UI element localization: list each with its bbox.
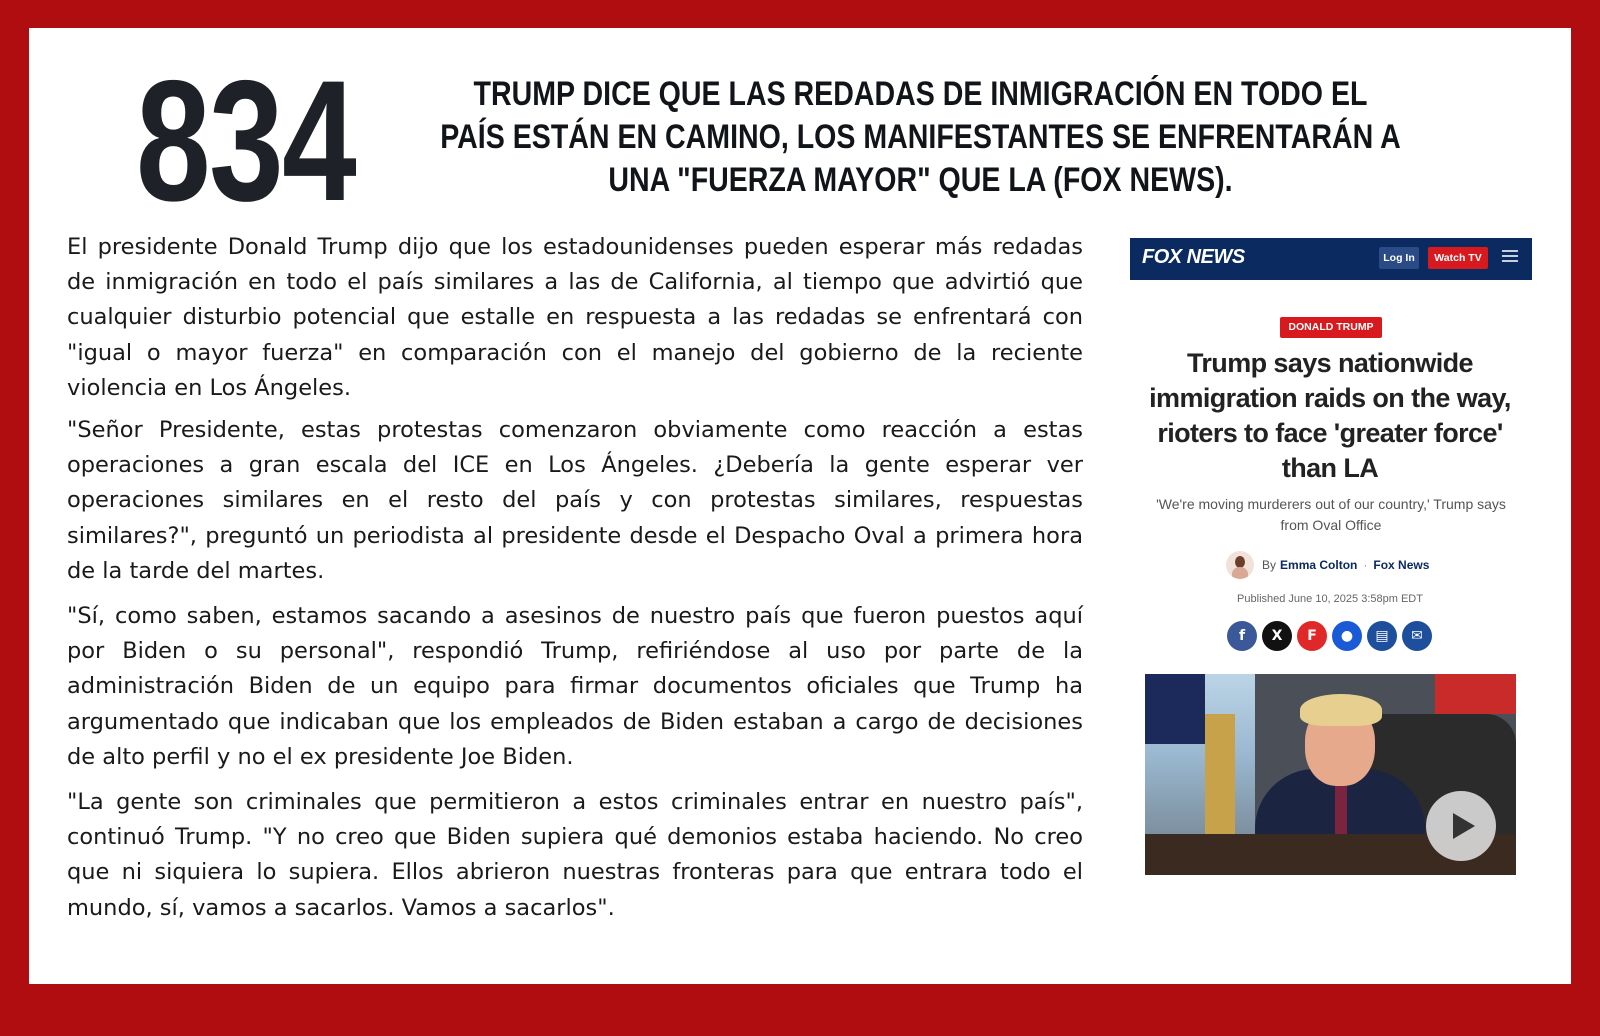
x-icon[interactable]: X — [1262, 621, 1292, 651]
facebook-icon[interactable]: f — [1227, 621, 1257, 651]
flipboard-icon[interactable]: F — [1297, 621, 1327, 651]
headline — [440, 73, 1402, 202]
item-number: 834 — [136, 45, 356, 237]
message-icon[interactable]: ● — [1332, 621, 1362, 651]
print-icon[interactable]: ▤ — [1367, 621, 1397, 651]
paragraph: "Señor Presidente, estas protestas comenzaron obviamente como reacción a estas operaciones a gran escala del ICE en Los Ángeles. ¿Debería la gente esperar ver operaciones similares en el resto del país y con protestas similares, respuestas similares?", preguntó un periodista al presidente desde el Despacho Oval a primera hora de la tarde del martes. — [67, 417, 1083, 584]
video-thumbnail[interactable] — [1145, 674, 1516, 875]
flag — [1145, 674, 1205, 744]
fox-news-logo[interactable]: FOX NEWS — [1142, 246, 1245, 268]
byline — [1226, 550, 1429, 580]
paragraph: "Sí, como saben, estamos sacando a asesinos de nuestro país que fueron puestos aquí por Biden o su personal", respondió Trump, refiriéndose al uso por parte de la administración Biden de un equipo para firmar documentos oficiales que Trump ha argumentado que indicaban que los empleados de Biden estaban a cargo de decisiones de alto perfil y no el ex presidente Joe Biden. — [67, 603, 1083, 770]
article-subtitle: 'We're moving murderers out of our country,' Trump says from Oval Office — [1156, 496, 1506, 533]
hamburger-icon[interactable] — [1502, 250, 1518, 266]
outlet-link[interactable]: Fox News — [1373, 558, 1430, 572]
published-date: Published June 10, 2025 3:58pm EDT — [1237, 593, 1423, 605]
article-title: Trump says nationwide immigration raids on the way, rioters to face 'greater force' than LA — [1149, 348, 1511, 483]
email-icon[interactable]: ✉ — [1402, 621, 1432, 651]
article-body — [67, 230, 1083, 933]
category-tag[interactable]: DONALD TRUMP — [1280, 317, 1382, 338]
login-button[interactable]: Log In — [1379, 247, 1419, 269]
paragraph: El presidente Donald Trump dijo que los estadounidenses pueden esperar más redadas de inmigración en todo el país similares a las de California, al tiempo que advirtió que cualquier disturbio potencial que estalle en respuesta a las redadas se enfrentará con "igual o mayor fuerza" en comparación con el manejo del gobierno de la reciente violencia en Los Ángeles. — [67, 234, 1083, 401]
author-link[interactable]: Emma Colton — [1280, 558, 1358, 572]
by-label: By — [1262, 558, 1277, 572]
byline-separator: · — [1363, 558, 1368, 572]
play-icon[interactable] — [1426, 791, 1496, 861]
share-buttons — [1227, 621, 1432, 651]
person-hair — [1300, 694, 1382, 726]
headline-text: TRUMP DICE QUE LAS REDADAS DE INMIGRACIÓN EN TODO EL PAÍS ESTÁN EN CAMINO, LOS MANIFESTANTES SE ENFRENTARÁN A UNA "FUERZA MAYOR" QUE LA (FOX NEWS). — [440, 75, 1401, 199]
paragraph: "La gente son criminales que permitieron a estos criminales entrar en nuestro país", continuó Trump. "Y no creo que Biden supiera qué demonios estaba haciendo. No creo que ni siquiera lo supiera. Ellos abrieron nuestras fronteras para que entrara todo el mundo, sí, vamos a sacarlos. Vamos a sacarlos". — [67, 789, 1083, 921]
watch-tv-button[interactable]: Watch TV — [1428, 247, 1488, 269]
author-avatar — [1226, 551, 1254, 579]
fox-news-header — [1130, 238, 1532, 280]
flag — [1435, 674, 1516, 714]
